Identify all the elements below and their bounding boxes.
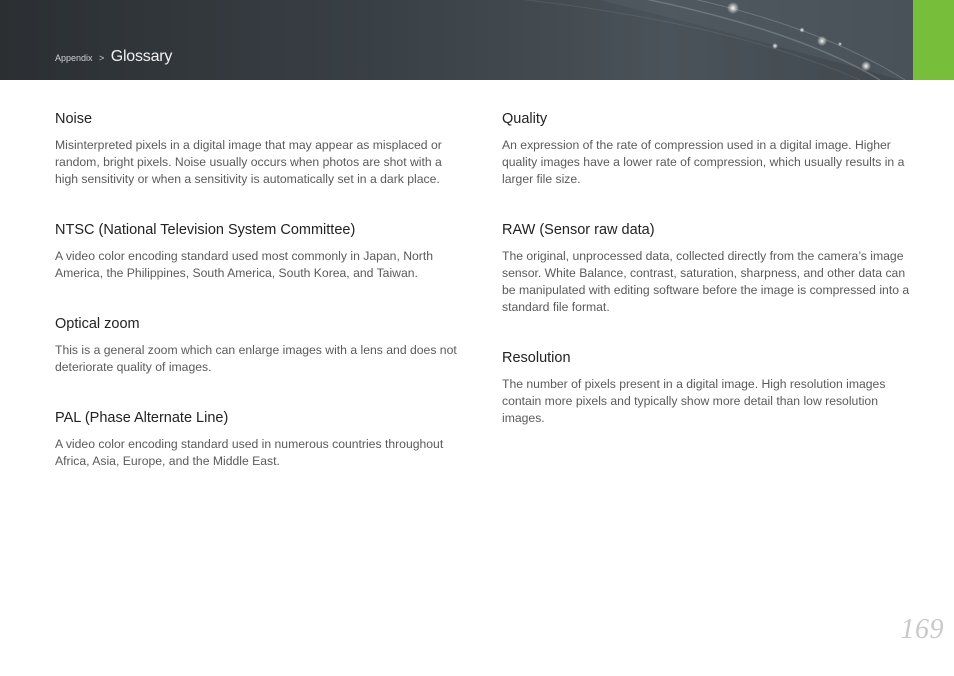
- glossary-term: PAL (Phase Alternate Line): [55, 410, 229, 426]
- glossary-term: Quality: [502, 111, 548, 127]
- glossary-definition: This is a general zoom which can enlarge images with a lens and does not deteriorate quality of images.: [55, 343, 457, 374]
- glossary-entry: [55, 221, 468, 282]
- glossary-column-right: [502, 110, 915, 427]
- section-color-tab: [913, 0, 954, 80]
- page-number: 169: [900, 614, 944, 645]
- glossary-entry: [55, 409, 468, 470]
- breadcrumb-separator: >: [98, 53, 105, 63]
- glossary-term: RAW (Sensor raw data): [502, 222, 655, 238]
- glossary-column-left: [55, 110, 468, 470]
- breadcrumb: [55, 48, 172, 66]
- glossary-definition: A video color encoding standard used most commonly in Japan, North America, the Philippines, South America, South Korea, and Taiwan.: [55, 249, 434, 280]
- glossary-entry: [502, 349, 915, 427]
- glossary-term: NTSC (National Television System Committee): [55, 222, 356, 238]
- header-bar: [0, 0, 954, 80]
- glossary-definition: An expression of the rate of compression used in a digital image. Higher quality images have a lower rate of compression, which usually results in a larger file size.: [502, 138, 905, 186]
- glossary-entry: [55, 315, 468, 376]
- glossary-definition: The number of pixels present in a digital image. High resolution images contain more pixels and typically show more detail than low resolution images.: [502, 377, 886, 425]
- glossary-entry: [55, 110, 468, 188]
- page-title: Glossary: [110, 48, 173, 65]
- glossary-definition: The original, unprocessed data, collected directly from the camera’s image sensor. White Balance, contrast, saturation, sharpness, and other data can be manipulated with editing software before the image is compressed into a standard file format.: [502, 249, 910, 314]
- glossary-entry: [502, 110, 915, 188]
- glossary-definition: Misinterpreted pixels in a digital image that may appear as misplaced or random, bright pixels. Noise usually occurs when photos are shot with a high sensitivity or when a sensitivity is automatically set in a dark place.: [55, 138, 442, 186]
- header-decoration: [0, 0, 954, 80]
- glossary-term: Noise: [55, 111, 93, 127]
- glossary-entry: [502, 221, 915, 316]
- glossary-term: Optical zoom: [55, 316, 140, 332]
- breadcrumb-parent: Appendix: [55, 53, 93, 63]
- glossary-term: Resolution: [502, 350, 571, 366]
- glossary-definition: A video color encoding standard used in numerous countries throughout Africa, Asia, Europe, and the Middle East.: [55, 437, 444, 468]
